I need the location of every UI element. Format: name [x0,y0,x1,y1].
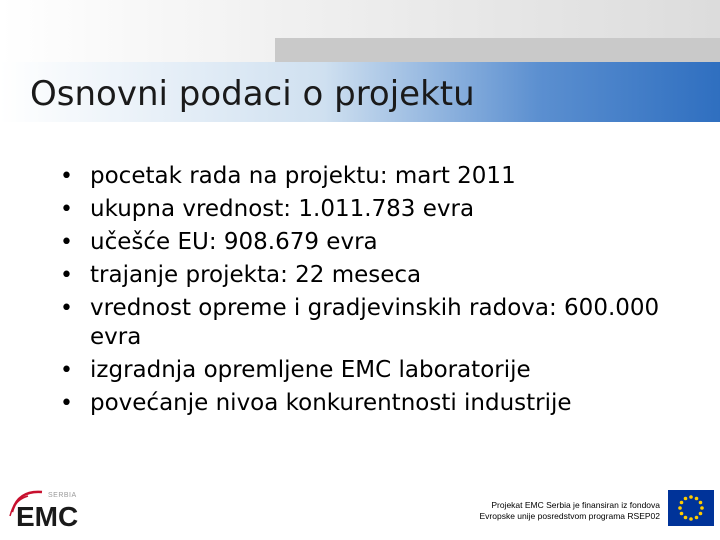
slide-title: Osnovni podaci o projektu [30,74,475,114]
funding-note [440,500,660,522]
bullet-item: • trajanje projekta: 22 meseca [40,261,700,290]
bullet-item: • pocetak rada na projektu: mart 2011 [40,162,700,191]
bullet-item: • učešće EU: 908.679 evra [40,228,700,257]
bullet-item: • povećanje nivoa konkurentnosti industrije [40,389,700,418]
eu-flag-icon [668,490,714,526]
bullet-item: • ukupna vrednost: 1.011.783 evra [40,195,700,224]
bullet-list [40,162,700,422]
emc-logo [8,486,98,530]
logo-emc-text: EMC [16,501,79,530]
header-accent-bar [275,38,720,62]
logo-serbia-text: SERBIA [48,492,77,499]
bullet-item: • izgradnja opremljene EMC laboratorije [40,356,700,385]
funding-line-1: Projekat EMC Serbia je finansiran iz fondova [491,500,660,510]
bullet-item: • vrednost opreme i gradjevinskih radova: 600.000 evra [40,294,700,352]
funding-line-2: Evropske unije posredstvom programa RSEP02 [479,511,660,521]
